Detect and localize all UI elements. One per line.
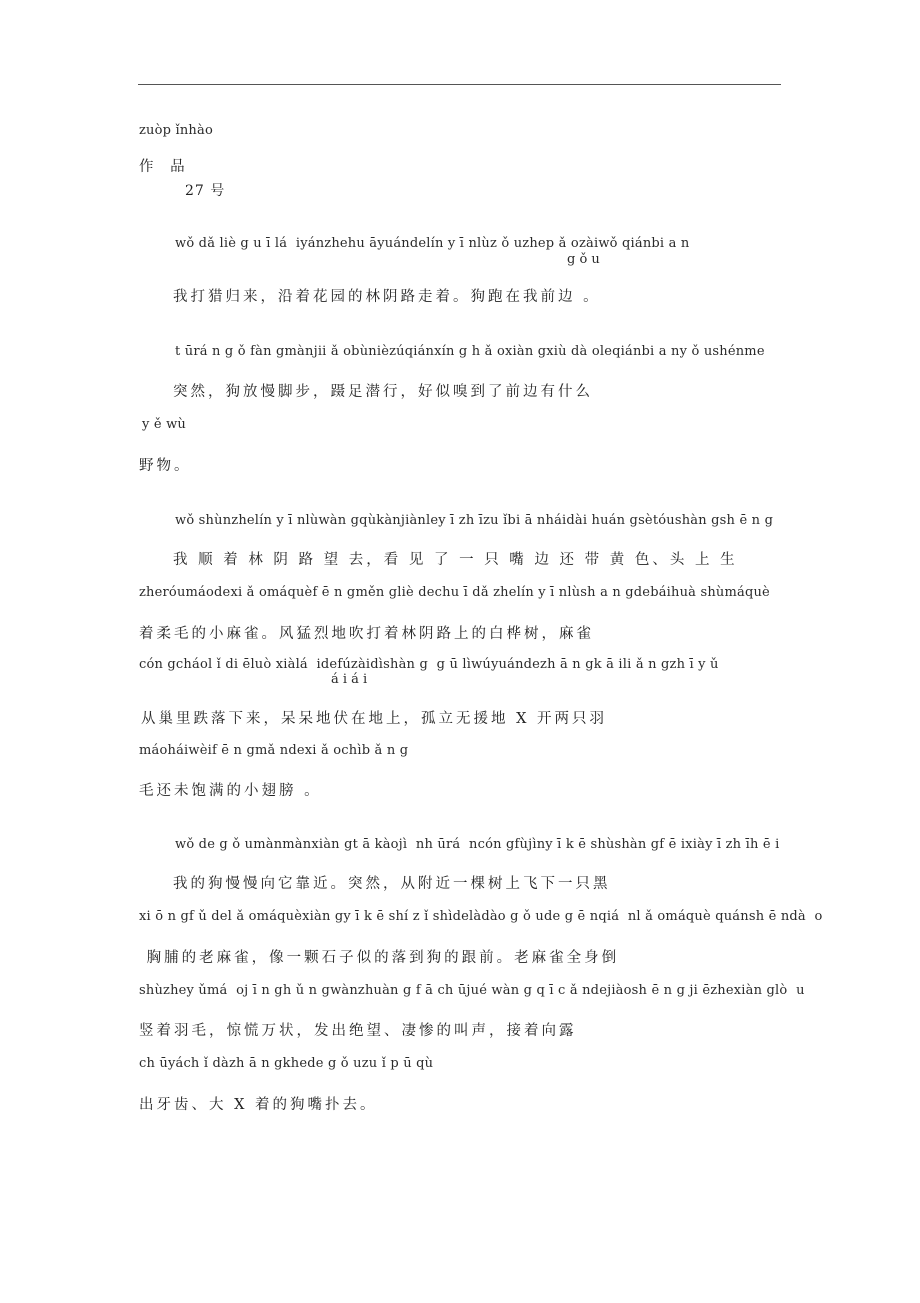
piece-number: 27 号: [185, 183, 226, 199]
pinyin-line: máoháiwèif ē n gmǎ ndexi ǎ ochìb ǎ n g: [139, 743, 409, 758]
pinyin-line: xi ō n gf ǔ del ǎ omáquèxiàn gy ī k ē shí z ǐ shìdelàdào g ǒ ude g ē nqiá nl ǎ omáquè quánsh ē ndà o: [139, 909, 823, 924]
title-pinyin: zuòp ǐnhào: [139, 123, 213, 138]
pinyin-subline: g ǒ u: [567, 252, 600, 267]
hanzi-line: 野物。: [139, 458, 192, 474]
header-rule: [138, 84, 781, 85]
hanzi-line: 从巢里跌落下来，呆呆地伏在地上，孤立无援地 X 开两只羽: [141, 711, 608, 727]
hanzi-line: 胸脯的老麻雀，像一颗石子似的落到狗的跟前。老麻雀全身倒: [139, 950, 620, 966]
pinyin-line: ch ūyách ǐ dàzh ā n gkhede g ǒ uzu ǐ p ū qù: [139, 1056, 434, 1071]
pinyin-subline: á i á i: [331, 672, 368, 687]
pinyin-line: shùzhey ǔmá oj ī n gh ǔ n gwànzhuàn g f ā ch ūjué wàn g q ī c ǎ ndejiàosh ē n g ji ēzhexiàn glò u: [139, 983, 805, 998]
pinyin-line: wǒ dǎ liè g u ī lá iyánzhehu āyuándelín y ī nlùz ǒ uzhep ǎ ozàiwǒ qiánbi a n: [175, 236, 690, 251]
hanzi-line: 我的狗慢慢向它靠近。突然，从附近一棵树上飞下一只黑: [173, 876, 611, 892]
pinyin-line: t ūrá n g ǒ fàn gmànjii ǎ obùnièzúqiánxín g h ǎ oxiàn gxiù dà oleqiánbi a ny ǒ ushénme: [175, 344, 765, 359]
pinyin-line: wǒ shùnzhelín y ī nlùwàn gqùkànjiànley ī zh īzu ǐbi ā nháidài huán gsètóushàn gsh ē n g: [175, 513, 774, 528]
pinyin-line: wǒ de g ǒ umànmànxiàn gt ā kàojì nh ūrá ncón gfùjìny ī k ē shùshàn gf ē ixiày ī zh īh ē i: [175, 837, 780, 852]
hanzi-line: 出牙齿、大 X 着的狗嘴扑去。: [139, 1097, 378, 1113]
pinyin-line: zheróumáodexi ǎ omáquèf ē n gměn gliè dechu ī dǎ zhelín y ī nlùsh a n gdebáihuà shùmáquè: [139, 585, 770, 600]
pinyin-line: cón gcháol ǐ di ēluò xiàlá idefúzàidìshàn g g ū lìwúyuándezh ā n gk ā ili ǎ n gzh ī y ǔ: [139, 657, 719, 672]
hanzi-line: 我打猎归来，沿着花园的林阴路走着。狗跑在我前边 。: [173, 289, 601, 305]
pinyin-line: y ě wù: [142, 417, 187, 432]
hanzi-line: 竖着羽毛，惊慌万状，发出绝望、凄惨的叫声，接着向露: [139, 1023, 577, 1039]
hanzi-line: 毛还未饱满的小翅膀 。: [139, 783, 322, 799]
title: 作 品: [139, 159, 191, 175]
hanzi-line: 着柔毛的小麻雀。风猛烈地吹打着林阴路上的白桦树，麻雀: [139, 626, 594, 642]
hanzi-line: 突然，狗放慢脚步，蹑足潜行，好似嗅到了前边有什么: [173, 384, 593, 400]
hanzi-line: 我 顺 着 林 阴 路 望 去，看 见 了 一 只 嘴 边 还 带 黄 色、头 上 生: [173, 552, 738, 568]
